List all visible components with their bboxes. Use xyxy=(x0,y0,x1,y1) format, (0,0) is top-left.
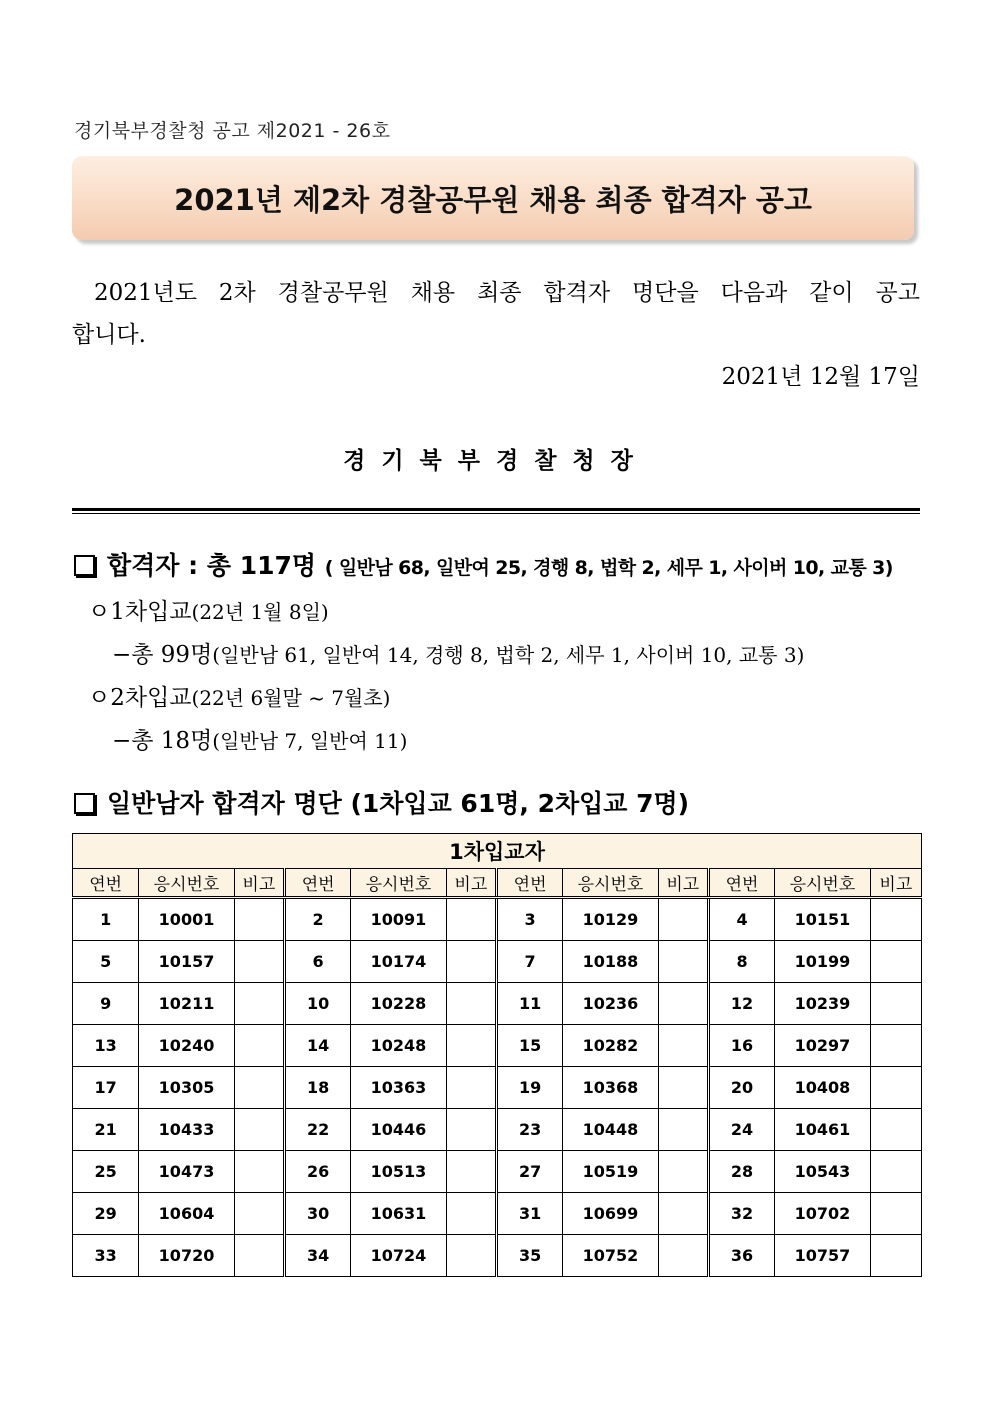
exam-number-cell: 10473 xyxy=(139,1151,234,1193)
exam-number-cell: 10228 xyxy=(351,983,446,1025)
exam-number-cell: 10702 xyxy=(775,1193,870,1235)
exam-number-cell: 10174 xyxy=(351,941,446,983)
exam-number-cell: 10129 xyxy=(563,898,658,941)
intake-1-count-line xyxy=(112,636,804,669)
table-row xyxy=(73,1067,922,1109)
remarks-cell xyxy=(658,1235,708,1277)
serial-number-cell: 16 xyxy=(708,1025,774,1067)
serial-number-cell: 7 xyxy=(496,941,562,983)
remarks-cell xyxy=(234,1025,284,1067)
exam-number-cell: 10513 xyxy=(351,1151,446,1193)
table-row xyxy=(73,1109,922,1151)
page-title: 2021년 제2차 경찰공무원 채용 최종 합격자 공고 xyxy=(174,183,812,217)
exam-number-cell: 10236 xyxy=(563,983,658,1025)
table-row xyxy=(73,983,922,1025)
serial-number-cell: 24 xyxy=(708,1109,774,1151)
remarks-cell xyxy=(234,1235,284,1277)
remarks-cell xyxy=(870,1025,921,1067)
column-header: 응시번호 xyxy=(139,869,234,898)
table-row xyxy=(73,1235,922,1277)
column-header: 응시번호 xyxy=(563,869,658,898)
exam-number-cell: 10752 xyxy=(563,1235,658,1277)
column-header: 비고 xyxy=(870,869,921,898)
remarks-cell xyxy=(658,1151,708,1193)
exam-number-cell: 10433 xyxy=(139,1109,234,1151)
column-header: 비고 xyxy=(446,869,496,898)
exam-number-cell: 10211 xyxy=(139,983,234,1025)
signer: 경기북부경찰청장 xyxy=(343,447,649,474)
serial-number-cell: 5 xyxy=(73,941,139,983)
divider-thin xyxy=(72,513,920,514)
serial-number-cell: 18 xyxy=(284,1067,350,1109)
intake-2-detail: (일반남 7, 일반여 11) xyxy=(212,729,408,753)
remarks-cell xyxy=(870,1109,921,1151)
column-header: 연번 xyxy=(496,869,562,898)
exam-number-cell: 10519 xyxy=(563,1151,658,1193)
exam-number-cell: 10188 xyxy=(563,941,658,983)
table-row xyxy=(73,898,922,941)
exam-number-cell: 10461 xyxy=(775,1109,870,1151)
exam-number-cell: 10368 xyxy=(563,1067,658,1109)
serial-number-cell: 32 xyxy=(708,1193,774,1235)
serial-number-cell: 22 xyxy=(284,1109,350,1151)
column-header: 비고 xyxy=(234,869,284,898)
serial-number-cell: 10 xyxy=(284,983,350,1025)
exam-number-cell: 10631 xyxy=(351,1193,446,1235)
exam-number-cell: 10604 xyxy=(139,1193,234,1235)
exam-number-cell: 10248 xyxy=(351,1025,446,1067)
intake-2-total: −총 18명 xyxy=(112,728,213,754)
roster-table xyxy=(72,833,922,1277)
exam-number-cell: 10757 xyxy=(775,1235,870,1277)
exam-number-cell: 10724 xyxy=(351,1235,446,1277)
remarks-cell xyxy=(234,941,284,983)
serial-number-cell: 4 xyxy=(708,898,774,941)
section-heading-summary xyxy=(74,546,893,582)
exam-number-cell: 10297 xyxy=(775,1025,870,1067)
table-row xyxy=(73,1151,922,1193)
checkbox-square-icon xyxy=(74,555,95,576)
exam-number-cell: 10001 xyxy=(139,898,234,941)
remarks-cell xyxy=(446,1025,496,1067)
serial-number-cell: 11 xyxy=(496,983,562,1025)
remarks-cell xyxy=(870,1151,921,1193)
summary-breakdown: ( 일반남 68, 일반여 25, 경행 8, 법학 2, 세무 1, 사이버 10, 교통 3) xyxy=(324,557,893,579)
divider xyxy=(72,508,920,511)
serial-number-cell: 35 xyxy=(496,1235,562,1277)
intake-2-label: ㅇ2차입교 xyxy=(88,685,192,711)
remarks-cell xyxy=(446,1109,496,1151)
serial-number-cell: 21 xyxy=(73,1109,139,1151)
remarks-cell xyxy=(234,1109,284,1151)
summary-heading: 합격자 : 총 117명 xyxy=(107,551,317,580)
serial-number-cell: 30 xyxy=(284,1193,350,1235)
exam-number-cell: 10305 xyxy=(139,1067,234,1109)
announcement-date: 2021년 12월 17일 xyxy=(721,364,920,390)
remarks-cell xyxy=(234,1151,284,1193)
table-row xyxy=(73,1193,922,1235)
serial-number-cell: 14 xyxy=(284,1025,350,1067)
remarks-cell xyxy=(658,898,708,941)
remarks-cell xyxy=(870,1067,921,1109)
remarks-cell xyxy=(658,941,708,983)
remarks-cell xyxy=(446,1235,496,1277)
remarks-cell xyxy=(658,1067,708,1109)
exam-number-cell: 10363 xyxy=(351,1067,446,1109)
remarks-cell xyxy=(446,1151,496,1193)
exam-number-cell: 10199 xyxy=(775,941,870,983)
remarks-cell xyxy=(658,1109,708,1151)
remarks-cell xyxy=(870,898,921,941)
table-row xyxy=(73,941,922,983)
serial-number-cell: 2 xyxy=(284,898,350,941)
roster-heading: 일반남자 합격자 명단 (1차입교 61명, 2차입교 7명) xyxy=(107,789,690,818)
intake-1-detail: (일반남 61, 일반여 14, 경행 8, 법학 2, 세무 1, 사이버 10, 교통 3) xyxy=(212,643,805,667)
serial-number-cell: 19 xyxy=(496,1067,562,1109)
exam-number-cell: 10091 xyxy=(351,898,446,941)
serial-number-cell: 31 xyxy=(496,1193,562,1235)
remarks-cell xyxy=(234,1193,284,1235)
intake-1-label: ㅇ1차입교 xyxy=(88,599,192,625)
exam-number-cell: 10282 xyxy=(563,1025,658,1067)
column-header: 응시번호 xyxy=(351,869,446,898)
intake-2-date: (22년 6월말 ~ 7월초) xyxy=(191,686,391,710)
exam-number-cell: 10157 xyxy=(139,941,234,983)
exam-number-cell: 10699 xyxy=(563,1193,658,1235)
intake-1-line xyxy=(88,593,329,626)
table-caption: 1차입교자 xyxy=(73,834,922,869)
column-header: 비고 xyxy=(658,869,708,898)
section-heading-roster xyxy=(74,784,689,820)
remarks-cell xyxy=(234,1067,284,1109)
intro-text-1: 2021년도 2차 경찰공무원 채용 최종 합격자 명단을 다음과 같이 공고 xyxy=(94,280,920,306)
serial-number-cell: 34 xyxy=(284,1235,350,1277)
serial-number-cell: 26 xyxy=(284,1151,350,1193)
intro-line-2: 합니다. xyxy=(72,322,146,348)
serial-number-cell: 29 xyxy=(73,1193,139,1235)
serial-number-cell: 20 xyxy=(708,1067,774,1109)
remarks-cell xyxy=(446,1193,496,1235)
serial-number-cell: 27 xyxy=(496,1151,562,1193)
serial-number-cell: 13 xyxy=(73,1025,139,1067)
column-header: 응시번호 xyxy=(775,869,870,898)
intro-line-1 xyxy=(72,272,920,314)
title-banner xyxy=(72,156,914,240)
exam-number-cell: 10543 xyxy=(775,1151,870,1193)
remarks-cell xyxy=(870,1193,921,1235)
column-header: 연번 xyxy=(708,869,774,898)
table-row xyxy=(73,1025,922,1067)
column-header: 연번 xyxy=(73,869,139,898)
table-header-row xyxy=(73,869,922,898)
serial-number-cell: 9 xyxy=(73,983,139,1025)
remarks-cell xyxy=(658,1025,708,1067)
intake-2-line xyxy=(88,679,390,712)
remarks-cell xyxy=(446,941,496,983)
exam-number-cell: 10720 xyxy=(139,1235,234,1277)
intake-1-date: (22년 1월 8일) xyxy=(191,600,329,624)
serial-number-cell: 28 xyxy=(708,1151,774,1193)
remarks-cell xyxy=(446,983,496,1025)
serial-number-cell: 15 xyxy=(496,1025,562,1067)
serial-number-cell: 25 xyxy=(73,1151,139,1193)
serial-number-cell: 33 xyxy=(73,1235,139,1277)
table-body xyxy=(73,898,922,1277)
checkbox-square-icon xyxy=(74,793,95,814)
serial-number-cell: 3 xyxy=(496,898,562,941)
remarks-cell xyxy=(870,1235,921,1277)
column-header: 연번 xyxy=(284,869,350,898)
serial-number-cell: 6 xyxy=(284,941,350,983)
serial-number-cell: 17 xyxy=(73,1067,139,1109)
serial-number-cell: 36 xyxy=(708,1235,774,1277)
remarks-cell xyxy=(446,898,496,941)
remarks-cell xyxy=(870,941,921,983)
remarks-cell xyxy=(658,1193,708,1235)
serial-number-cell: 8 xyxy=(708,941,774,983)
notice-number: 경기북부경찰청 공고 제2021 - 26호 xyxy=(74,120,391,142)
remarks-cell xyxy=(658,983,708,1025)
remarks-cell xyxy=(234,898,284,941)
exam-number-cell: 10239 xyxy=(775,983,870,1025)
remarks-cell xyxy=(446,1067,496,1109)
exam-number-cell: 10408 xyxy=(775,1067,870,1109)
exam-number-cell: 10448 xyxy=(563,1109,658,1151)
serial-number-cell: 1 xyxy=(73,898,139,941)
serial-number-cell: 23 xyxy=(496,1109,562,1151)
remarks-cell xyxy=(234,983,284,1025)
intake-2-count-line xyxy=(112,722,407,755)
serial-number-cell: 12 xyxy=(708,983,774,1025)
remarks-cell xyxy=(870,983,921,1025)
exam-number-cell: 10446 xyxy=(351,1109,446,1151)
exam-number-cell: 10151 xyxy=(775,898,870,941)
intake-1-total: −총 99명 xyxy=(112,642,213,668)
exam-number-cell: 10240 xyxy=(139,1025,234,1067)
